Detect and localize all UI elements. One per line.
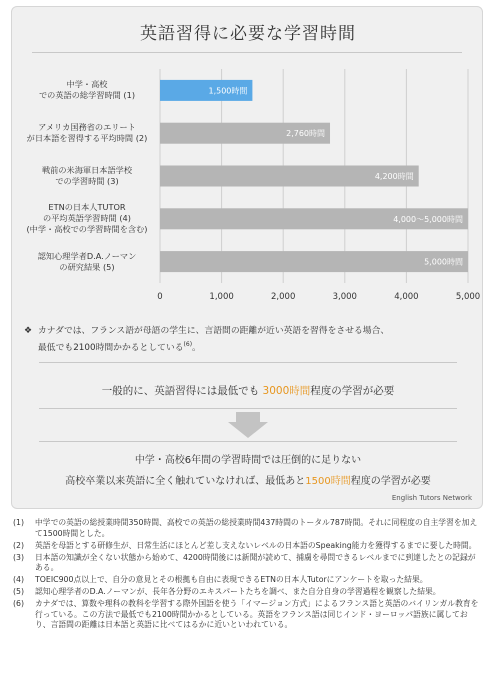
- x-tick-label: 0: [157, 292, 163, 302]
- summary-highlight: 3000時間: [262, 385, 311, 397]
- x-tick-label: 1,000: [209, 292, 234, 302]
- infographic-card: [11, 6, 483, 509]
- footnote-text: 中学での英語の総授業時間350時間、高校での英語の総授業時間437時間のトータル787時間。それに同程度の自主学習を加えて1500時間とした。: [35, 518, 478, 538]
- divider-top: [39, 362, 457, 363]
- footnote-number: (6): [13, 599, 25, 608]
- footnote-item: [13, 575, 483, 586]
- divider-middle: [39, 408, 457, 409]
- diamond-bullet-icon: ❖: [24, 326, 33, 336]
- x-tick-label: 3,000: [332, 292, 357, 302]
- summary-post: 程度の学習が必要: [310, 385, 395, 397]
- footnote-text: 英語を母語とする研修生が、日常生活にほとんど差し支えないレベルの日本語のSpeaking能力を獲得するまでに要した時間。: [35, 540, 477, 550]
- category-label: 中学・高校 での英語の総学習時間 (1): [38, 79, 136, 101]
- footnote-text: カナダでは、算数や理科の教科を学習する際外国語を使う「イマージョン方式」によるフランス語と英語のバイリンガル教育を行っている。この方法で最低でも2100時間かかるとしている。英語をフランス語は同じインド・ヨーロッパ語族に属しており、言語間の距離は日本語と英語に比べてはるかに近いといわれている。: [35, 599, 479, 629]
- footnote-number: (1): [13, 518, 25, 527]
- bar-value-label: 4,000～5,000時間: [393, 214, 463, 224]
- footnotes: [13, 518, 483, 632]
- footnote-item: [13, 587, 483, 598]
- footnote-number: (2): [13, 540, 25, 550]
- conclusion-pre: 高校卒業以来英語に全く触れていなければ、最低あと: [65, 476, 306, 487]
- x-tick-label: 5,000: [455, 292, 481, 302]
- footnote-number: (3): [13, 552, 25, 562]
- page-title: 英語習得に必要な学習時間: [140, 24, 356, 44]
- bar-chart: [12, 7, 484, 317]
- category-label: 認知心理学者D.A.ノーマン の研究結果 (5): [37, 250, 137, 272]
- footnote-text: TOEIC900点以上で、自分の意見とその根拠も自由に表現できるETNの日本人Tutorにアンケートを取った結果。: [35, 575, 428, 584]
- summary-pre: 一般的に、英語習得には最低でも: [101, 385, 263, 397]
- footnote-item: [13, 541, 483, 552]
- conclusion-highlight: 1500時間: [305, 476, 351, 487]
- bar-value-label: 1,500時間: [208, 86, 248, 96]
- note-line-1: カナダでは、フランス語が母語の学生に、言語間の距離が近い英語を習得をさせる場合、: [38, 326, 390, 336]
- category-label: ETNの日本人TUTOR の平均英語学習時間 (4) (中学・高校での学習時間を含む): [26, 202, 148, 235]
- canada-note: [24, 325, 478, 355]
- category-label: 戦前の米海軍日本語学校 での学習時間 (3): [41, 165, 133, 186]
- down-arrow-icon: [228, 412, 268, 438]
- footnote-item: [13, 518, 483, 539]
- x-tick-label: 2,000: [271, 292, 296, 302]
- bar-value-label: 5,000時間: [424, 257, 463, 267]
- conclusion-post: 程度の学習が必要: [350, 476, 431, 487]
- note-line-2: 最低でも2100時間かかるとしている: [38, 342, 184, 353]
- footnote-item: [13, 599, 483, 631]
- note-end: 。: [192, 342, 201, 353]
- footnote-item: [13, 553, 483, 574]
- x-tick-label: 4,000: [394, 292, 419, 302]
- bar-value-label: 4,200時間: [374, 172, 414, 181]
- brand-credit: English Tutors Network: [391, 494, 472, 502]
- category-label: アメリカ国務省のエリート が日本語を習得する平均時間 (2): [26, 122, 148, 144]
- note-footnote-ref: (6): [183, 341, 193, 348]
- summary-statement: [12, 383, 484, 398]
- divider-lower: [39, 441, 457, 442]
- footnote-number: (4): [13, 575, 25, 584]
- footnote-text: 認知心理学者のD.A.ノーマンが、長年各分野のエキスパートたちを調べ、また自分自身の学習過程を観察した結果。: [35, 587, 441, 596]
- conclusion-line-1: 中学・高校6年間の学習時間では圧倒的に足りない: [134, 455, 362, 466]
- conclusion-line-2: [12, 472, 484, 487]
- footnote-number: (5): [13, 587, 25, 596]
- bar-value-label: 2,760時間: [286, 129, 326, 139]
- bar: [160, 251, 468, 272]
- footnote-text: 日本語の知識が全くない状態から始めて、4200時間後には新聞が読めて、捕虜を尋問できるレベルまでに到達したとの記録がある。: [35, 552, 476, 572]
